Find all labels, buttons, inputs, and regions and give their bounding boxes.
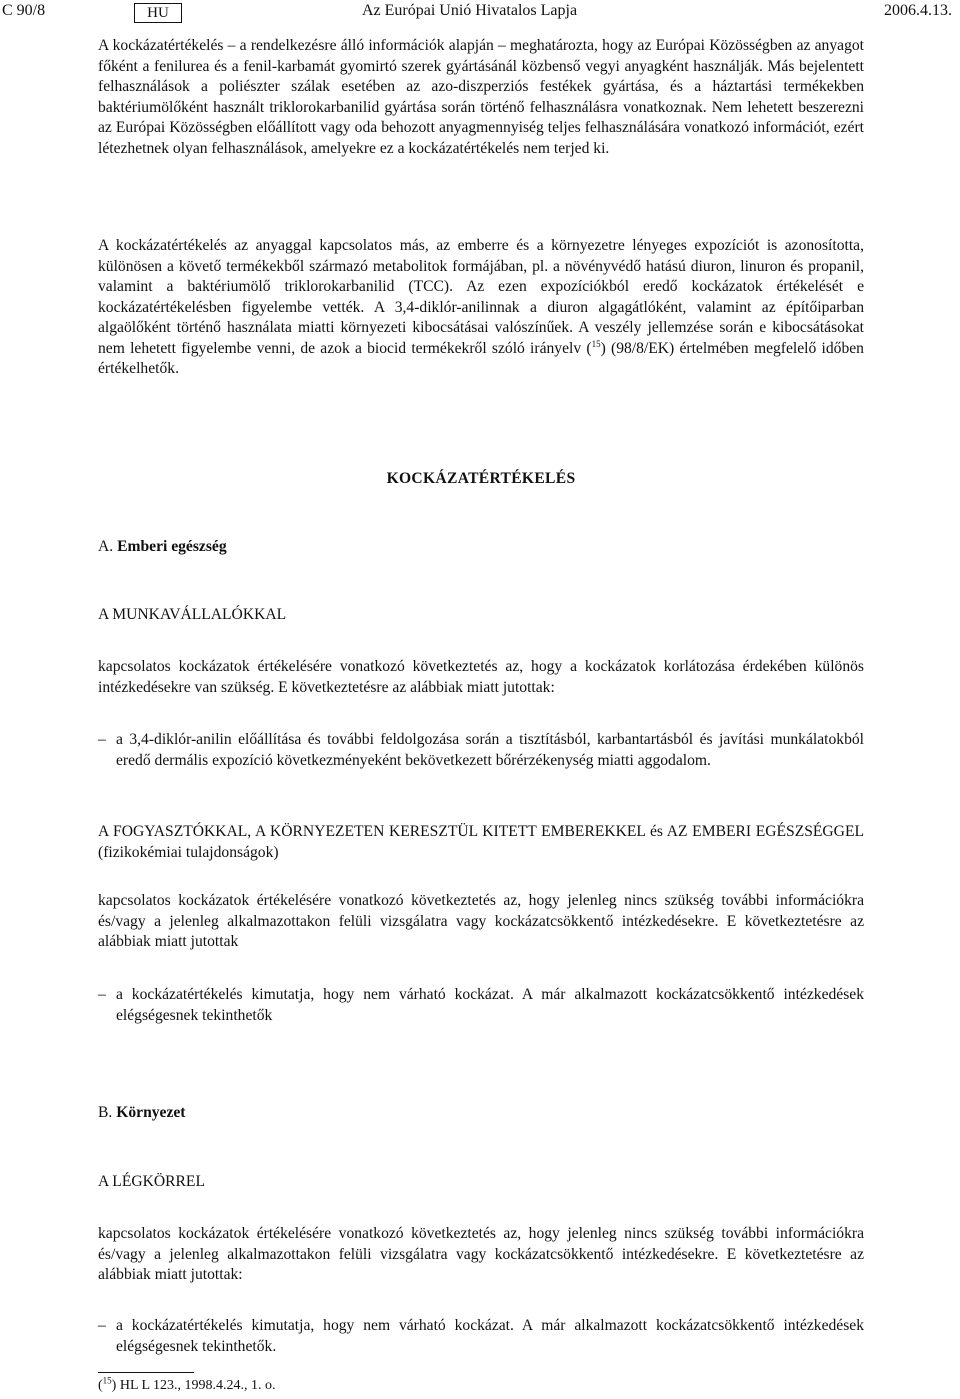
language-badge: HU bbox=[134, 3, 182, 23]
section-a-title: Emberi egészség bbox=[117, 538, 227, 555]
section-a-heading bbox=[98, 538, 227, 556]
page-reference: C 90/8 bbox=[2, 2, 46, 19]
section-b-heading bbox=[98, 1104, 186, 1122]
intro-paragraph-2 bbox=[98, 236, 864, 380]
workers-list-item-text: a 3,4-diklór-anilin előállítása és további feldolgozása során a tisztításból, karbantartásból és javítási munkálatokból eredő dermális expozíció következményeként bekövetkezett bőrérzékenység miatti aggodalom. bbox=[116, 731, 864, 769]
list-dash: – bbox=[98, 731, 106, 748]
section-title: KOCKÁZATÉRTÉKELÉS bbox=[386, 470, 576, 487]
air-list-item-text: a kockázatértékelés kimutatja, hogy nem várható kockázat. A már alkalmazott kockázatcsökkentő intézkedések elégségesnek tekinthetők. bbox=[116, 1317, 864, 1355]
section-a-letter: A. bbox=[98, 538, 114, 555]
section-b-letter: B. bbox=[98, 1104, 113, 1121]
intro-paragraph-1: A kockázatértékelés – a rendelkezésre álló információk alapján – meghatározta, hogy az Európai Közösségben az anyagot főként a fenilurea és a fenil-karbamát gyomirtó szerek gyártásánál közbenső vegyi anyagként használják. Más bejelentett felhasználások a poliészter szálak esetében az azo-diszperziós festékek gyártása, és a háztartási termékekben baktériumölőként használt triklorokarbanilid gyártása során történő felhasználásra vonatkoznak. Nem lehetett beszerezni az Európai Közösségben előállított vagy oda behozott anyagmennyiség teljes felhasználására vonatkozó információt, ezért létezhetnek olyan felhasználások, amelyekre ez a kockázatértékelés nem terjed ki. bbox=[98, 37, 864, 157]
publication-date: 2006.4.13. bbox=[884, 2, 952, 19]
air-conclusion: kapcsolatos kockázatok értékelésére vonatkozó következtetés az, hogy jelenleg nincs szükség további információkra és/vagy a jelenleg alkalmazottakon felüli vizsgálatra vagy kockázatcsökkentő intézkedésekre. E következtetésre az alábbiak miatt jutottak: bbox=[98, 1225, 864, 1283]
footnote-reference[interactable]: 15 bbox=[591, 338, 601, 349]
footnote-separator bbox=[98, 1372, 194, 1373]
consumers-heading: A FOGYASZTÓKKAL, A KÖRNYEZETEN KERESZTÜL KITETT EMBEREKKEL és AZ EMBERI EGÉSZSÉGGEL (fizikokémiai tulajdonságok) bbox=[98, 823, 864, 861]
consumers-conclusion: kapcsolatos kockázatok értékelésére vonatkozó következtetés az, hogy jelenleg nincs szükség további információkra és/vagy a jelenleg alkalmazottakon felüli vizsgálatra vagy kockázatcsökkentő intézkedésekre. E következtetésre az alábbiak miatt jutottak bbox=[98, 892, 864, 950]
workers-conclusion: kapcsolatos kockázatok értékelésére vonatkozó következtetés az, hogy a kockázatok korlátozása érdekében különös intézkedésekre van szükség. E következtetésre az alábbiak miatt jutottak: bbox=[98, 658, 864, 696]
air-heading: A LÉGKÖRREL bbox=[98, 1173, 205, 1190]
air-list-item bbox=[98, 1316, 864, 1357]
list-dash: – bbox=[98, 986, 106, 1003]
section-b-title: Környezet bbox=[116, 1104, 186, 1121]
footnote-text: HL L 123., 1998.4.24., 1. o. bbox=[119, 1378, 276, 1393]
workers-heading: A MUNKAVÁLLALÓKKAL bbox=[98, 606, 287, 623]
intro-paragraph-2-text: A kockázatértékelés az anyaggal kapcsolatos más, az emberre és a környezetre lényeges expozíciót is azonosította, különösen a követő termékekből származó metabolitok formájában, pl. a növényvédő hatású diuron, linuron és propanil, valamint a baktériumölő triklorokarbanilid (TCC). Az ezen expozíciókból eredő kockázatok értékelését e kockázatértékelésben figyelembe vették. A 3,4-diklór-anilinnak a diuron algagátlóként, valamint az építőiparban algaölőként történő használata miatti környezeti kibocsátásai valószínűek. A veszély jellemzése során e kibocsátásokat nem lehetett figyelembe venni, de azok a biocid termékekről szóló irányelv ( bbox=[98, 237, 864, 357]
page-header bbox=[0, 2, 960, 26]
journal-title: Az Európai Unió Hivatalos Lapja bbox=[362, 2, 578, 19]
consumers-list-item bbox=[98, 985, 864, 1026]
footnote-open-paren: ( bbox=[98, 1378, 103, 1393]
workers-list-item bbox=[98, 730, 864, 771]
consumers-list-item-text: a kockázatértékelés kimutatja, hogy nem várható kockázat. A már alkalmazott kockázatcsökkentő intézkedések elégségesnek tekinthetők bbox=[116, 986, 864, 1024]
footnote-close-paren: ) bbox=[111, 1378, 117, 1393]
footnote bbox=[98, 1375, 276, 1394]
footnote-number: 15 bbox=[102, 1375, 112, 1386]
intro-paragraph-2-tail: ) (98/8/EK) értelmében megfelelő időben értékelhetők. bbox=[98, 339, 864, 377]
list-dash: – bbox=[98, 1317, 106, 1334]
